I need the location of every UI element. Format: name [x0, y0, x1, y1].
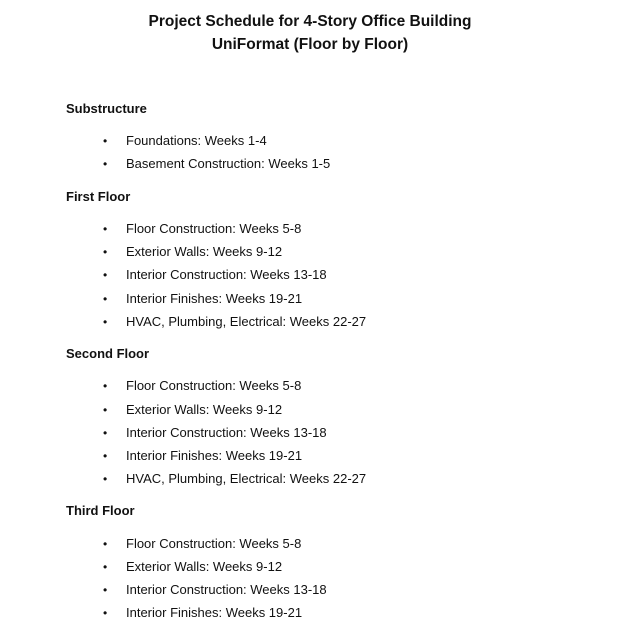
document-subtitle: UniFormat (Floor by Floor)	[211, 36, 409, 53]
bullet-icon: •	[103, 472, 108, 486]
list-item: • Foundations: Weeks 1-4	[103, 133, 267, 148]
bullet-icon: •	[103, 606, 108, 620]
list-item: • Floor Construction: Weeks 5-8	[103, 378, 302, 393]
list-item: • Floor Construction: Weeks 5-8	[103, 536, 302, 551]
section-heading-third-floor: Third Floor	[66, 503, 135, 518]
list-item: • Exterior Walls: Weeks 9-12	[103, 559, 283, 574]
bullet-icon: •	[103, 222, 108, 236]
list-item: • Basement Construction: Weeks 1-5	[103, 156, 331, 171]
bullet-icon: •	[103, 315, 108, 329]
bullet-icon: •	[103, 379, 108, 393]
list-item: • Exterior Walls: Weeks 9-12	[103, 402, 283, 417]
bullet-icon: •	[103, 537, 108, 551]
list-item: • HVAC, Plumbing, Electrical: Weeks 22-27	[103, 471, 367, 486]
bullet-icon: •	[103, 134, 108, 148]
list-item: • Exterior Walls: Weeks 9-12	[103, 244, 283, 259]
bullet-icon: •	[103, 403, 108, 417]
bullet-icon: •	[103, 560, 108, 574]
section-heading-substructure: Substructure	[66, 101, 147, 116]
list-item: • Interior Finishes: Weeks 19-21	[103, 605, 303, 620]
list-item: • Interior Finishes: Weeks 19-21	[103, 448, 303, 463]
list-item: • Floor Construction: Weeks 5-8	[103, 221, 302, 236]
bullet-icon: •	[103, 426, 108, 440]
bullet-icon: •	[103, 583, 108, 597]
bullet-icon: •	[103, 292, 108, 306]
bullet-icon: •	[103, 157, 108, 171]
bullet-icon: •	[103, 449, 108, 463]
bullet-icon: •	[103, 268, 108, 282]
list-item: • Interior Construction: Weeks 13-18	[103, 425, 327, 440]
list-item: • Interior Construction: Weeks 13-18	[103, 267, 327, 282]
section-heading-second-floor: Second Floor	[66, 346, 150, 361]
section-heading-first-floor: First Floor	[66, 189, 131, 204]
document-title: Project Schedule for 4-Story Office Building	[148, 13, 472, 30]
bullet-icon: •	[103, 245, 108, 259]
list-item: • Interior Construction: Weeks 13-18	[103, 582, 327, 597]
list-item: • HVAC, Plumbing, Electrical: Weeks 22-27	[103, 314, 367, 329]
list-item: • Interior Finishes: Weeks 19-21	[103, 291, 303, 306]
